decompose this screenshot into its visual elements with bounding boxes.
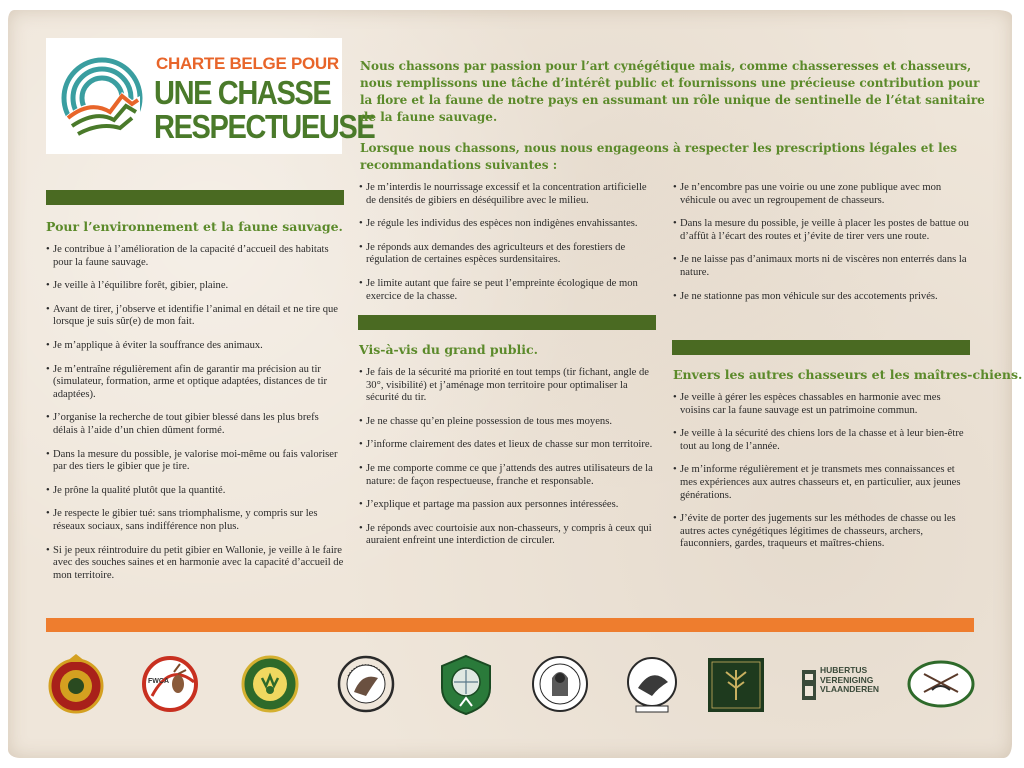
bullet-item: • Je veille à la sécurité des chiens lors de la chasse et à leur bien-être tout au long de l’année. (673, 428, 973, 453)
partner-logo-8-icon (706, 652, 766, 716)
partner-logo-7-icon (622, 652, 682, 716)
bullet-item: • J’informe clairement des dates et lieux de chasse sur mon territoire. (359, 439, 659, 452)
partner-logo-fwca-icon (140, 652, 200, 716)
bullet-item: • J’organise la recherche de tout gibier blessé dans les plus brefs délais à l’aide d’un chien dûment formé. (46, 412, 346, 437)
column-public (359, 367, 659, 559)
column-environment (46, 244, 346, 593)
bullet-item: • Je n’encombre pas une voirie ou une zone publique avec mon véhicule ou avec un regroupement de chasseurs. (673, 182, 973, 207)
partner-logo-10-icon (906, 652, 976, 716)
column-hunters (673, 392, 973, 562)
bullet-item: • Je fais de la sécurité ma priorité en tout temps (tir fichant, angle de 30°, visibilité) et j’aménage mon territoire pour optimaliser la sécurité du tir. (359, 367, 659, 405)
bullet-item: • Je m’interdis le nourrissage excessif et la concentration artificielle de densités de gibiers en déséquilibre avec le milieu. (359, 182, 659, 207)
bullet-item: • Je veille à l’équilibre forêt, gibier, plaine. (46, 280, 346, 293)
bullet-item: • Je régule les individus des espèces non indigènes envahissantes. (359, 218, 659, 231)
logo-title-line2: UNE CHASSE (154, 74, 331, 111)
rings-landscape-icon (60, 56, 144, 140)
intro-paragraph-1: Nous chassons par passion pour l’art cynégétique mais, comme chasseresses et chasseurs, nous remplissons une tâche d’intérêt public et fournissons une précieuse contribution pour la flore et la faune de notre pays en assumant un rôle unique de sentinelle de l’état sanitaire de la faune sauvage. (360, 59, 985, 124)
bullet-item: • Je ne stationne pas mon véhicule sur des accotements privés. (673, 291, 973, 304)
intro-text (360, 58, 990, 174)
bullet-item: • Dans la mesure du possible, je veille à placer les postes de battue ou d’affût à l’écart des routes et j’évite de tirer vers une route. (673, 218, 973, 243)
partner-logo-3-icon (240, 652, 300, 716)
partner-logo-1-icon (46, 652, 106, 716)
bullet-item: • J’explique et partage ma passion aux personnes intéressées. (359, 499, 659, 512)
bullet-item: • Je prône la qualité plutôt que la quantité. (46, 485, 346, 498)
charter-logo (46, 38, 375, 154)
hubertus-line1: HUBERTUS (820, 665, 868, 675)
hubertus-label (820, 666, 879, 695)
partner-logo-5-icon (436, 652, 496, 716)
bullet-item: • Je ne laisse pas d’animaux morts ni de viscères non enterrés dans la nature. (673, 254, 973, 279)
heading-public: Vis-à-vis du grand public. (359, 342, 538, 357)
partner-logo-6-icon (530, 652, 590, 716)
partner-logos (40, 652, 980, 724)
bullet-item: • Je ne chasse qu’en pleine possession de tous mes moyens. (359, 416, 659, 429)
bullet-item: • Je m’applique à éviter la souffrance des animaux. (46, 340, 346, 353)
section-bar-environment (46, 190, 344, 205)
heading-environment: Pour l’environnement et la faune sauvage. (46, 219, 343, 234)
bullet-item: • Je réponds avec courtoisie aux non-chasseurs, y compris à ceux qui auraient enfreint une interdiction de circuler. (359, 523, 659, 548)
partner-logo-4-icon (336, 652, 396, 716)
bullet-item: • Je m’entraîne régulièrement afin de garantir ma précision au tir (simulateur, formation, arme et optique adaptées, distances de tir adaptées). (46, 364, 346, 402)
logo-title-line1: CHARTE BELGE POUR (156, 54, 339, 73)
partner-logo-hubertus (800, 652, 880, 716)
column-environment-continued (359, 182, 659, 314)
footer-divider-bar (46, 618, 974, 632)
bullet-item: • Je m’informe régulièrement et je transmets mes connaissances et mes expériences aux autres chasseurs et, en particulier, aux jeunes générations. (673, 464, 973, 502)
column-public-continued (673, 182, 973, 314)
fwca-label: FWCA (148, 678, 169, 685)
section-bar-public (358, 315, 656, 330)
hubertus-line2: VERENIGING (820, 674, 874, 685)
bullet-item: • J’évite de porter des jugements sur les méthodes de chasse ou les autres actes cynégétiques légitimes de chasseurs, archers, fauconniers, gardes, traqueurs et maîtres-chiens. (673, 513, 973, 551)
bullet-item: • Dans la mesure du possible, je valorise moi-même ou fais valoriser par des tiers le gibier que je tire. (46, 449, 346, 474)
bullet-item: • Je respecte le gibier tué: sans triomphalisme, y compris sur les réseaux sociaux, sans indifférence non plus. (46, 508, 346, 533)
hubertus-line3: VLAANDEREN (820, 684, 880, 694)
bullet-item: • Je contribue à l’amélioration de la capacité d’accueil des habitats pour la faune sauvage. (46, 244, 346, 269)
heading-hunters: Envers les autres chasseurs et les maîtres-chiens. (673, 367, 1023, 382)
section-bar-hunters (672, 340, 970, 355)
bullet-item: • Je veille à gérer les espèces chassables en harmonie avec mes voisins car la faune sauvage est un patrimoine commun. (673, 392, 973, 417)
bullet-item: • Avant de tirer, j’observe et identifie l’animal en détail et ne tire que lorsque je suis sûr(e) de mon fait. (46, 304, 346, 329)
intro-paragraph-2: Lorsque nous chassons, nous nous engageons à respecter les prescriptions légales et les recommandations suivantes : (360, 141, 958, 172)
bullet-item: • Je réponds aux demandes des agriculteurs et des forestiers de régulation de certaines espèces surdensitaires. (359, 242, 659, 267)
bullet-item: • Je me comporte comme ce que j’attends des autres utilisateurs de la nature: de façon respectueuse, franche et responsable. (359, 463, 659, 488)
bullet-item: • Je limite autant que faire se peut l’empreinte écologique de mon exercice de la chasse. (359, 278, 659, 303)
bullet-item: • Si je peux réintroduire du petit gibier en Wallonie, je veille à le faire avec des souches saines et en harmonie avec la capacité d’accueil de mon territoire. (46, 545, 346, 583)
logo-title-line3: RESPECTUEUSE (154, 108, 375, 145)
